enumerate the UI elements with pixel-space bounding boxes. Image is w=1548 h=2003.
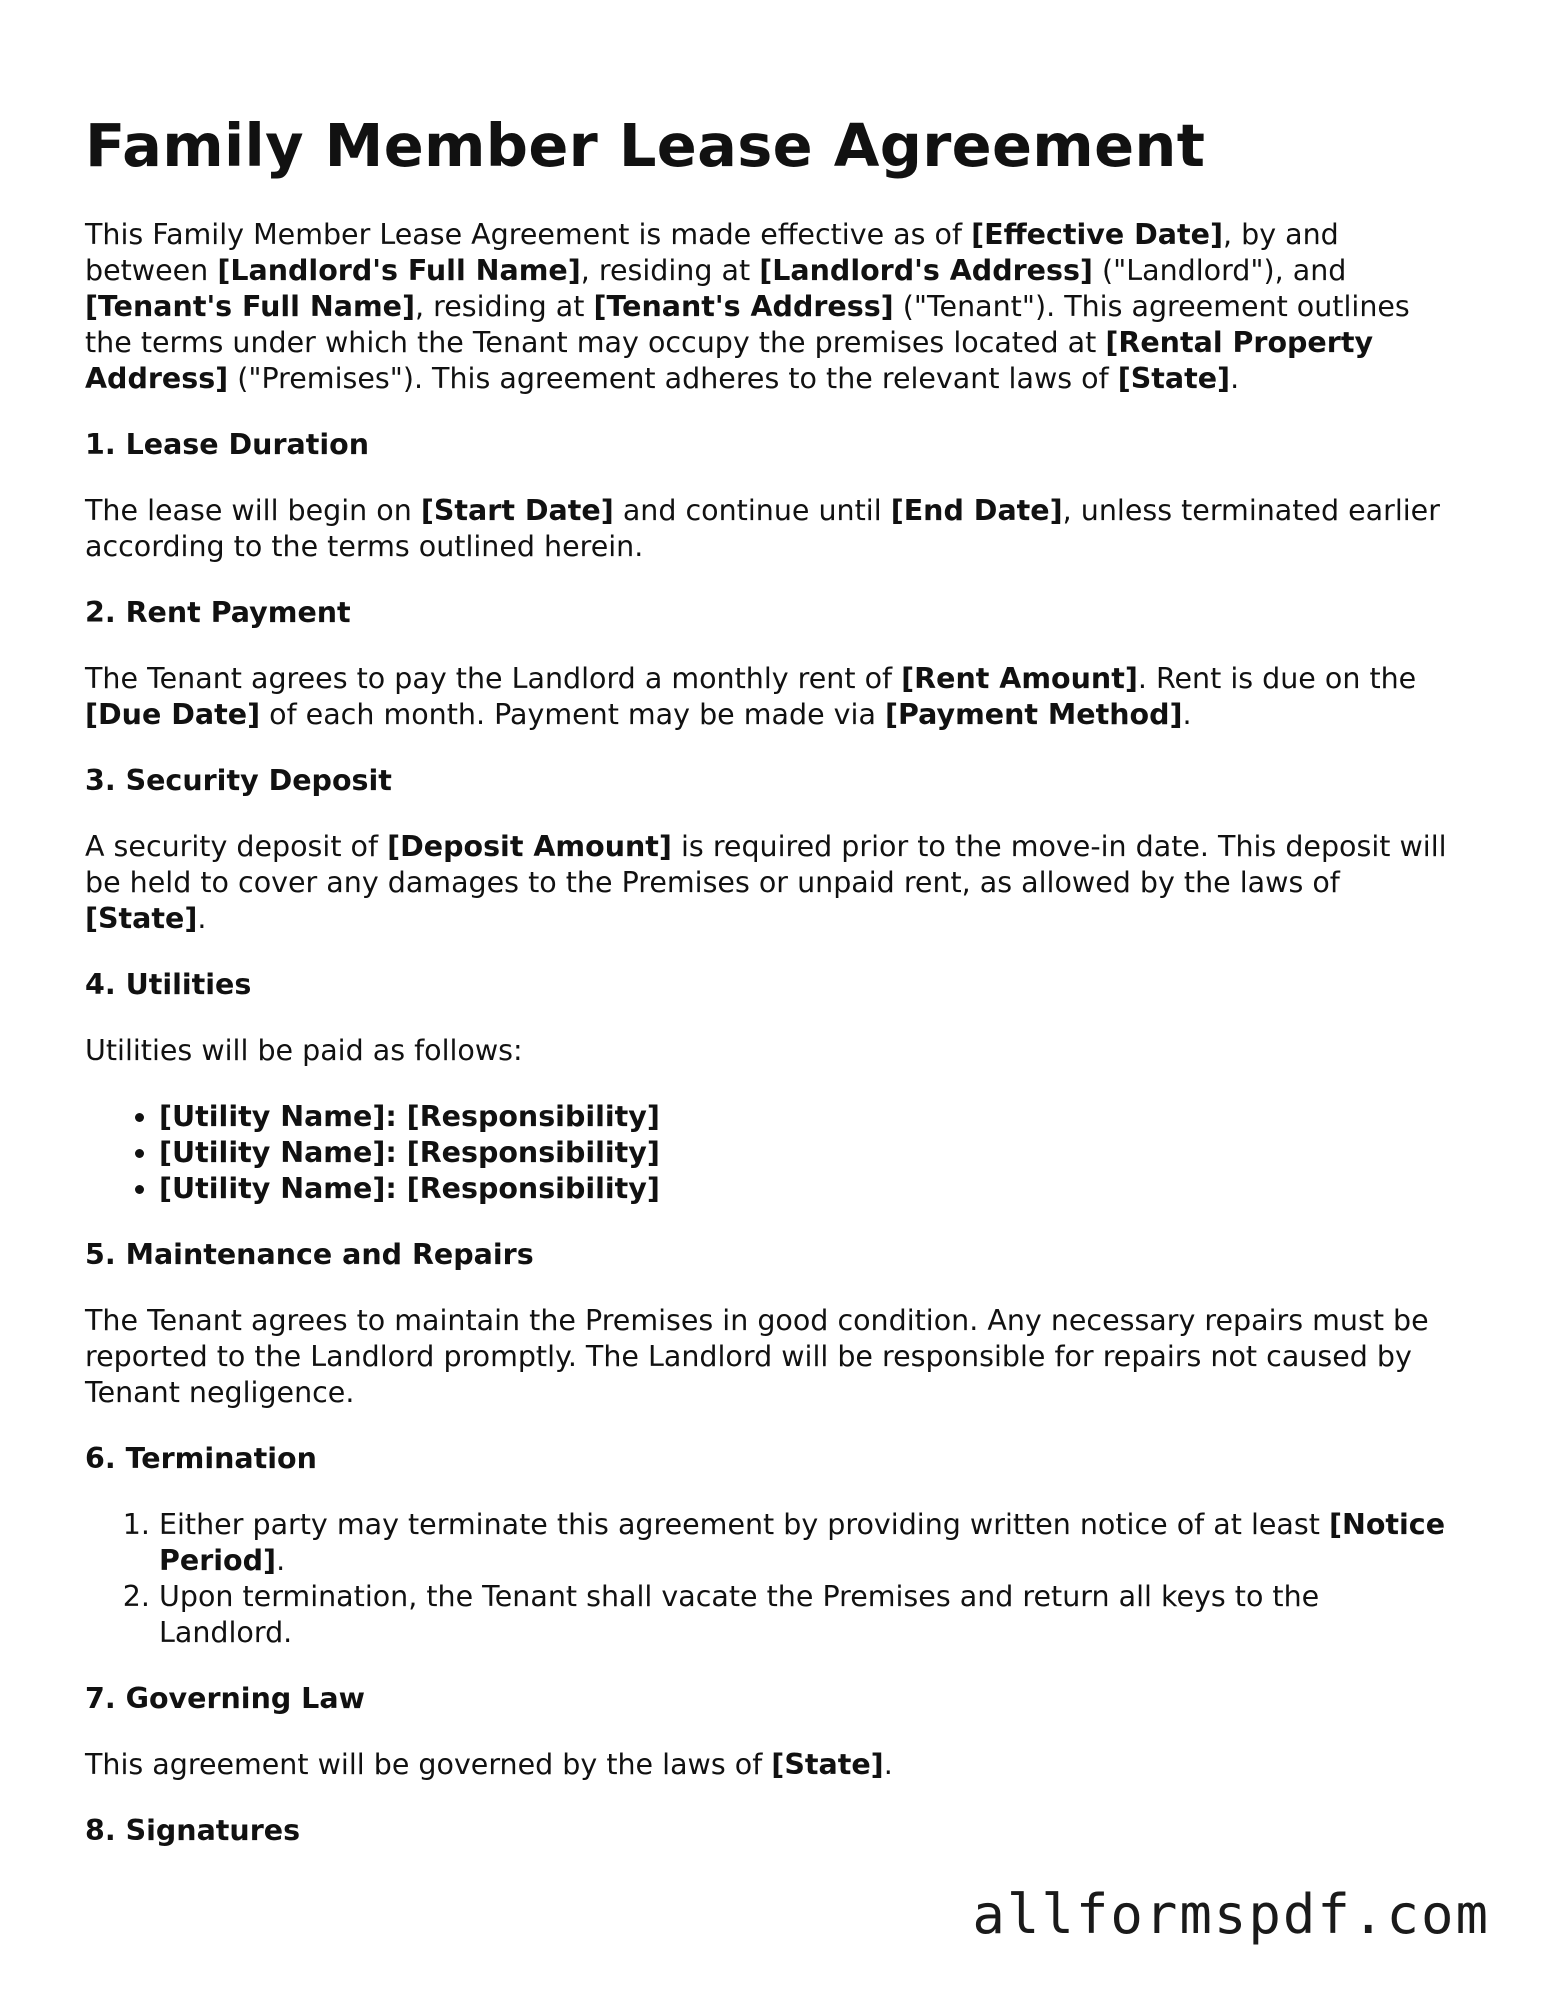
- lease-duration-paragraph: [85, 493, 1460, 565]
- section-text: This agreement will be governed by the laws of: [85, 1748, 772, 1781]
- section-text: Either party may terminate this agreement by providing written notice of at least: [159, 1508, 1329, 1541]
- intro-text: , by and between: [85, 218, 1339, 287]
- list-item: 2. Upon termination, the Tenant shall vacate the Premises and return all keys to the Landlord.: [159, 1579, 1460, 1651]
- tenant-name-placeholder: [Tenant's Full Name]: [85, 290, 415, 323]
- state-placeholder: [State]: [1117, 362, 1231, 395]
- security-deposit-paragraph: [85, 829, 1460, 937]
- state-placeholder: [State]: [771, 1748, 884, 1781]
- section-heading-lease-duration: 1. Lease Duration: [85, 428, 370, 461]
- end-date-placeholder: [End Date]: [890, 494, 1063, 527]
- list-item: • [Utility Name]: [Responsibility]: [159, 1171, 1460, 1207]
- section-text: The Tenant agrees to pay the Landlord a monthly rent of: [85, 662, 902, 695]
- section-text: of each month. Payment may be made via: [260, 698, 885, 731]
- list-item: [159, 1507, 1460, 1579]
- landlord-name-placeholder: [Landlord's Full Name]: [217, 254, 581, 287]
- section-text: .: [197, 902, 207, 935]
- intro-text: ("Landlord"), and: [1092, 254, 1347, 287]
- section-text: A security deposit of: [85, 830, 388, 863]
- intro-text: ("Tenant"). This agreement outlines the terms under which the Tenant may occupy the premises located at: [85, 290, 1410, 359]
- state-placeholder: [State]: [85, 902, 198, 935]
- section-heading-governing-law: 7. Governing Law: [85, 1682, 365, 1715]
- site-watermark: allformspdf.com: [972, 1883, 1490, 1946]
- termination-list: [85, 1507, 1460, 1651]
- deposit-amount-placeholder: [Deposit Amount]: [387, 830, 672, 863]
- rental-address-placeholder: [Rental Property Address]: [85, 326, 1374, 395]
- effective-date-placeholder: [Effective Date]: [971, 218, 1223, 251]
- intro-paragraph: [85, 217, 1460, 397]
- maintenance-paragraph: The Tenant agrees to maintain the Premises in good condition. Any necessary repairs must be reported to the Landlord promptly. The Landlord will be responsible for repairs not caused by Tenant negligence.: [85, 1304, 1429, 1409]
- section-text: and continue until: [613, 494, 891, 527]
- document-page: [85, 0, 1460, 1849]
- landlord-address-placeholder: [Landlord's Address]: [759, 254, 1093, 287]
- section-text: , unless terminated earlier according to the terms outlined herein.: [85, 494, 1440, 563]
- start-date-placeholder: [Start Date]: [420, 494, 614, 527]
- section-text: is required prior to the move-in date. This deposit will be held to cover any damages to the Premises or unpaid rent, as allowed by the laws of: [85, 830, 1447, 899]
- utilities-list: [85, 1099, 1460, 1207]
- section-heading-security-deposit: 3. Security Deposit: [85, 764, 392, 797]
- section-heading-utilities: 4. Utilities: [85, 968, 252, 1001]
- governing-law-paragraph: [85, 1747, 1460, 1783]
- intro-text: ("Premises"). This agreement adheres to the relevant laws of: [228, 362, 1118, 395]
- intro-text: .: [1230, 362, 1240, 395]
- section-text: .: [883, 1748, 893, 1781]
- notice-period-placeholder: [Notice Period]: [159, 1508, 1446, 1577]
- rent-payment-paragraph: [85, 661, 1460, 733]
- list-item: • [Utility Name]: [Responsibility]: [159, 1099, 1460, 1135]
- payment-method-placeholder: [Payment Method]: [884, 698, 1183, 731]
- section-text: .: [276, 1544, 286, 1577]
- list-item: • [Utility Name]: [Responsibility]: [159, 1135, 1460, 1171]
- section-text: . Rent is due on the: [1137, 662, 1417, 695]
- section-text: .: [1182, 698, 1192, 731]
- section-heading-rent-payment: 2. Rent Payment: [85, 596, 351, 629]
- section-heading-termination: 6. Termination: [85, 1442, 317, 1475]
- due-date-placeholder: [Due Date]: [85, 698, 261, 731]
- intro-text: , residing at: [580, 254, 760, 287]
- rent-amount-placeholder: [Rent Amount]: [901, 662, 1138, 695]
- section-heading-signatures: 8. Signatures: [85, 1814, 301, 1847]
- section-text: The lease will begin on: [85, 494, 421, 527]
- section-heading-maintenance: 5. Maintenance and Repairs: [85, 1238, 534, 1271]
- intro-text: This Family Member Lease Agreement is made effective as of: [85, 218, 972, 251]
- document-title: Family Member Lease Agreement: [85, 111, 1206, 180]
- tenant-address-placeholder: [Tenant's Address]: [593, 290, 894, 323]
- utilities-paragraph: Utilities will be paid as follows:: [85, 1034, 523, 1067]
- intro-text: , residing at: [415, 290, 594, 323]
